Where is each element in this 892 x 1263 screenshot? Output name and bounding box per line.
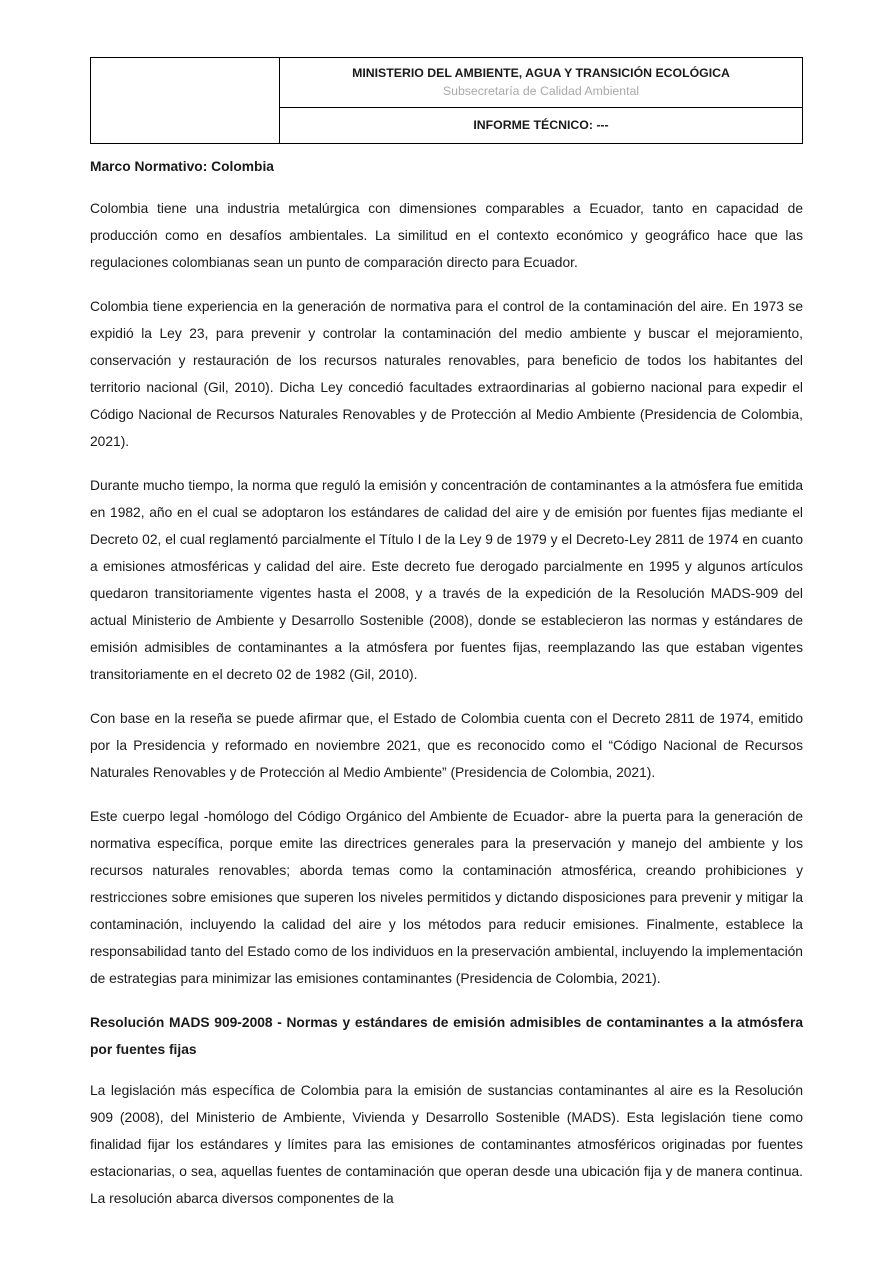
ministry-subtitle: Subsecretaría de Calidad Ambiental bbox=[442, 84, 640, 98]
paragraph-industria-metalurgica: Colombia tiene una industria metalúrgica con dimensiones comparables a Ecuador, tanto en capacidad de producción como en desafíos ambientales. La similitud en el contexto económico y geográfico hace que las regulaciones colombianas sean un punto de comparación directo para Ecuador. bbox=[90, 201, 803, 270]
paragraph-decreto-02-1982: Durante mucho tiempo, la norma que reguló la emisión y concentración de contaminantes a la atmósfera fue emitida en 1982, año en el cual se adoptaron los estándares de calidad del aire y de emisión por fuentes fijas mediante el Decreto 02, el cual reglamentó parcialmente el Título I de la Ley 9 de 1979 y el Decreto-Ley 2811 de 1974 en cuanto a emisiones atmosféricas y calidad del aire. Este decreto fue derogado parcialmente en 1995 y algunos artículos quedaron transitoriamente vigentes hasta el 2008, y a través de la expedición de la Resolución MADS-909 del actual Ministerio de Ambiente y Desarrollo Sostenible (2008), donde se establecieron las normas y estándares de emisión admisibles de contaminantes a la atmósfera por fuentes fijas, reemplazando las que estaban vigentes transitoriamente en el decreto 02 de 1982 (Gil, 2010). bbox=[90, 478, 803, 682]
section-heading-marco-normativo: Marco Normativo: Colombia bbox=[90, 159, 274, 174]
section-heading-resolucion-mads-909: Resolución MADS 909-2008 - Normas y estándares de emisión admisibles de contaminantes a la atmósfera por fuentes fijas bbox=[90, 1015, 803, 1057]
paragraph-ley-23-1973: Colombia tiene experiencia en la generación de normativa para el control de la contaminación del aire. En 1973 se expidió la Ley 23, para prevenir y controlar la contaminación del medio ambiente y buscar el mejoramiento, conservación y restauración de los recursos naturales renovables, para beneficio de todos los habitantes del territorio nacional (Gil, 2010). Dicha Ley concedió facultades extraordinarias al gobierno nacional para expedir el Código Nacional de Recursos Naturales Renovables y de Protección al Medio Ambiente (Presidencia de Colombia, 2021). bbox=[90, 299, 803, 449]
report-header-table bbox=[90, 57, 803, 144]
paragraph-decreto-2811-1974: Con base en la reseña se puede afirmar que, el Estado de Colombia cuenta con el Decreto 2811 de 1974, emitido por la Presidencia y reformado en noviembre 2021, que es reconocido como el “Código Nacional de Recursos Naturales Renovables y de Protección al Medio Ambiente” (Presidencia de Colombia, 2021). bbox=[90, 711, 803, 780]
ministry-title: MINISTERIO DEL AMBIENTE, AGUA Y TRANSICIÓN ECOLÓGICA bbox=[352, 66, 730, 80]
ministry-title-cell bbox=[280, 58, 803, 108]
logo-cell bbox=[91, 58, 280, 144]
paragraph-cuerpo-legal-homologo: Este cuerpo legal -homólogo del Código Orgánico del Ambiente de Ecuador- abre la puerta para la generación de normativa específica, porque emite las directrices generales para la preservación y manejo del ambiente y los recursos naturales renovables; aborda temas como la contaminación atmosférica, creando prohibiciones y restricciones sobre emisiones que superen los niveles permitidos y dictando disposiciones para prevenir y mitigar la contaminación, incluyendo la calidad del aire y los métodos para reducir emisiones. Finalmente, establece la responsabilidad tanto del Estado como de los individuos en la preservación ambiental, incluyendo la implementación de estrategias para minimizar las emisiones contaminantes (Presidencia de Colombia, 2021). bbox=[90, 809, 803, 986]
report-label: INFORME TÉCNICO: --- bbox=[473, 118, 609, 132]
paragraph-legislacion-especifica: La legislación más específica de Colombia para la emisión de sustancias contaminantes al aire es la Resolución 909 (2008), del Ministerio de Ambiente, Vivienda y Desarrollo Sostenible (MADS). Esta legislación tiene como finalidad fijar los estándares y límites para las emisiones de contaminantes atmosféricos originadas por fuentes estacionarias, o sea, aquellas fuentes de contaminación que operan desde una ubicación fija y de manera continua. La resolución abarca diversos componentes de la bbox=[90, 1083, 803, 1206]
report-title-cell bbox=[280, 108, 803, 144]
